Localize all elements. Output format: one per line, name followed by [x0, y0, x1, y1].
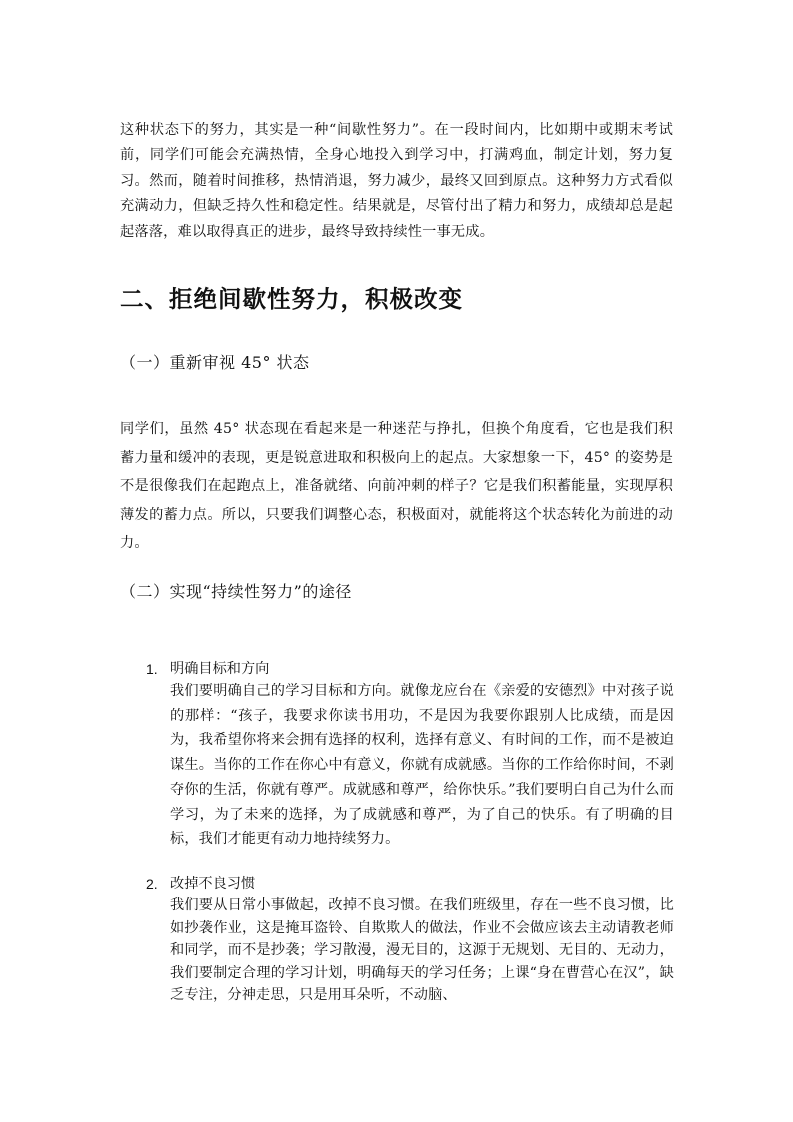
- subheading-1: （一）重新审视 45° 状态: [120, 353, 310, 372]
- section-heading-2: 二、拒绝间歇性努力，积极改变: [120, 285, 463, 313]
- list-item-number: 2.: [146, 876, 158, 892]
- body-paragraph-intermittent-effort: 这种状态下的努力，其实是一种“间歇性努力”。在一段时间内，比如期中或期末考试前，同学们可能会充满热情，全身心地投入到学习中，打满鸡血，制定计划，努力复习。然而，随着时间推移，热情消退，努力减少，最终又回到原点。这种努力方式看似充满动力，但缺乏持久性和稳定性。结果就是，尽管付出了精力和努力，成绩却总是起起落落，难以取得真正的进步，最终导致持续性一事无成。: [120, 122, 673, 240]
- list-item-number: 1.: [146, 661, 158, 677]
- list-item-title: 改掉不良习惯: [170, 876, 256, 892]
- body-paragraph-45-degree: 同学们，虽然 45° 状态现在看起来是一种迷茫与挣扎，但换个角度看，它也是我们积蓄力量和缓冲的表现，更是锐意进取和积极向上的起点。大家想象一下，45° 的姿势是不是很像我们在起跑点上，准备就绪、向前冲刺的样子？它是我们积蓄能量，实现厚积薄发的蓄力点。所以，只要我们调整心态，积极面对，就能将这个状态转化为前进的动力。: [120, 421, 673, 551]
- list-item-body: 我们要明确自己的学习目标和方向。就像龙应台在《亲爱的安德烈》中对孩子说的那样：“孩子，我要求你读书用功，不是因为我要你跟别人比成绩，而是因为，我希望你将来会拥有选择的权利，选择有意义、有时间的工作，而不是被迫谋生。当你的工作在你心中有意义，你就有成就感。当你的工作给你时间，不剥夺你的生活，你就有尊严。成就感和尊严，给你快乐。”我们要明白自己为什么而学习，为了未来的选择，为了成就感和尊严，为了自己的快乐。有了明确的目标，我们才能更有动力地持续努力。: [170, 683, 674, 848]
- list-item-title: 明确目标和方向: [170, 661, 270, 677]
- list-item-body: 我们要从日常小事做起，改掉不良习惯。在我们班级里，存在一些不良习惯，比如抄袭作业，这是掩耳盗铃、自欺欺人的做法，作业不会做应该去主动请教老师和同学，而不是抄袭；学习散漫，漫无目的，这源于无规划、无目的、无动力，我们要制定合理的学习计划，明确每天的学习任务；上课“身在曹营心在汉”，缺乏专注，分神走思，只是用耳朵听，不动脑、: [170, 897, 674, 1004]
- subheading-2: （二）实现“持续性努力”的途径: [120, 582, 352, 601]
